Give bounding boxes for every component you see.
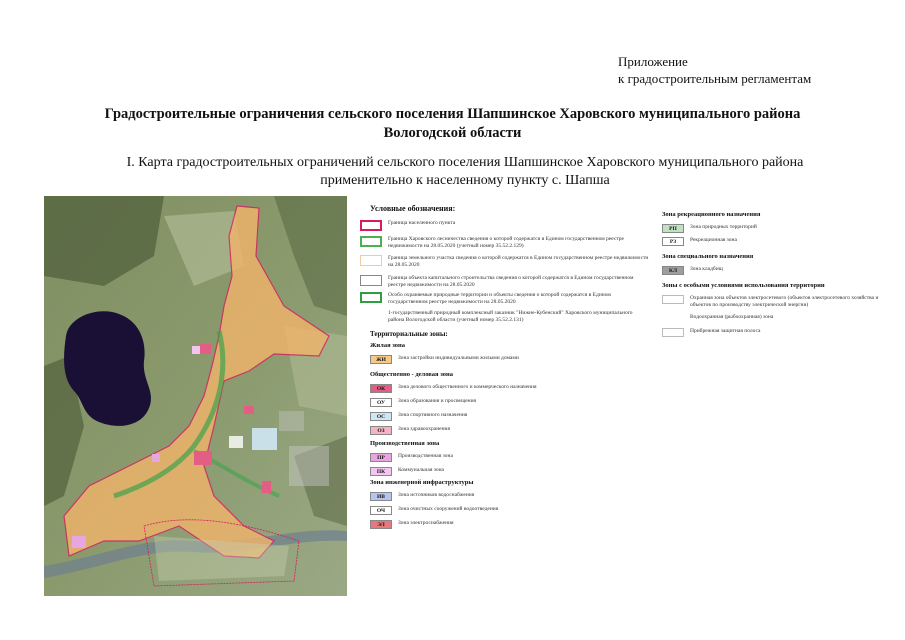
- legend-text: Граница объекта капитального строительства сведения о которой содержатся в Едином государственном реестре недвижимости на 28.05.2020: [388, 275, 634, 288]
- zone-swatch: КЛ: [662, 266, 684, 275]
- appendix-line-1: Приложение: [618, 54, 688, 69]
- business-zone: [199, 344, 211, 354]
- subtitle-line-1: I. Карта градостроительных ограничений сельского поселения Шапшинское Харовского муниципального района: [126, 155, 804, 170]
- legend-text: Зона электроснабжения: [398, 520, 454, 526]
- legend-item: [360, 220, 650, 231]
- business-zone: [262, 481, 271, 493]
- legend-text: Зона очистных сооружений водоотведения: [398, 506, 499, 512]
- title-line-1: Градостроительные ограничения сельского поселения Шапшинское Харовского муниципального района: [104, 106, 801, 122]
- zone-swatch: ЖИ: [370, 355, 392, 364]
- utility-zone: [192, 346, 200, 354]
- zone-swatch: [662, 328, 684, 337]
- legend-text: Граница населенного пункта: [388, 220, 456, 226]
- zone-swatch: ОЗ: [370, 426, 392, 435]
- legend-item: [360, 292, 650, 305]
- legend-item: [370, 453, 640, 462]
- zone-swatch: ПР: [370, 453, 392, 462]
- legend-text: Производственная зона: [398, 453, 453, 459]
- legend-text: Зона природных территорий: [690, 224, 757, 230]
- legend-item: [662, 328, 892, 337]
- subtitle-line-2: применительно к населенному пункту с. Шапша: [320, 173, 610, 188]
- boundary-swatch: [360, 220, 382, 231]
- legend-item: [370, 492, 640, 501]
- legend-text: Рекреационная зона: [690, 237, 737, 243]
- buildings: [279, 411, 304, 431]
- business-zone: [244, 406, 254, 414]
- legend-text: Охранная зона объектов электросетевого (объектов электросетевого хозяйства и объектов по производству электрической энергии): [690, 295, 879, 308]
- legend-item: [360, 236, 650, 249]
- sport-zone: [252, 428, 277, 450]
- legend-item: [388, 310, 650, 323]
- zone-swatch: ОЧ: [370, 506, 392, 515]
- boundary-swatch: [360, 275, 382, 286]
- legend-text: Коммунальная зона: [398, 467, 445, 473]
- legend-item: [370, 412, 640, 421]
- legend-title: Условные обозначения:: [370, 204, 456, 213]
- zone-swatch: РЗ: [662, 237, 684, 246]
- legend-item: [662, 295, 892, 308]
- business-zone: [194, 451, 212, 465]
- satellite-map: [44, 196, 347, 596]
- legend-text: Зона образования и просвещения: [398, 398, 477, 404]
- zone-swatch: ОС: [370, 412, 392, 421]
- legend-text: Особо охраняемые природные территории и объекты сведения о которой содержатся в Едином государственном реестре недвижимости на 28.05.2020: [388, 292, 611, 305]
- boundary-swatch: [360, 255, 382, 266]
- zone-swatch: ОУ: [370, 398, 392, 407]
- legend-text: Зона делового общественного и коммерческого назначения: [398, 384, 537, 390]
- group-title: Производственная зона: [370, 440, 440, 447]
- zone-swatch: РП: [662, 224, 684, 233]
- legend-text: Зона спортивного назначения: [398, 412, 468, 418]
- title-line-2: Вологодской области: [383, 125, 522, 141]
- territorial-title: Территориальные зоны:: [370, 330, 448, 338]
- legend-text: Граница Харовского лесничества сведения о которой содержатся в Едином государственном реестре недвижимости на 28.05.2020 (учетный номер 35.52.2.129): [388, 236, 624, 249]
- group-title: Зона специального назначения: [662, 253, 754, 260]
- legend-text: 1-государственный природный комплексный заказник "Нижне-Кубенский" Харовского муниципального района Вологодской области (учетный номер 35.52.2.131): [388, 310, 633, 323]
- group-title: Жилая зона: [370, 342, 406, 349]
- legend-item: [370, 426, 640, 435]
- legend-text: Зона застройки индивидуальными жилыми домами: [398, 355, 519, 361]
- legend-item: [370, 355, 640, 364]
- map-subtitle: [95, 154, 835, 190]
- appendix-note: [618, 53, 811, 87]
- legend-item: [360, 255, 650, 268]
- special-zones-title: Зоны с особыми условиями использования территории: [662, 282, 825, 289]
- zone-swatch: ИВ: [370, 492, 392, 501]
- legend-item: [370, 520, 640, 529]
- legend-item: [370, 384, 640, 393]
- group-title: Зона инженерной инфраструктуры: [370, 479, 474, 486]
- map-legend: [360, 205, 900, 605]
- industrial-zone: [72, 536, 86, 548]
- zone-swatch: ОК: [370, 384, 392, 393]
- boundary-swatch: [360, 236, 382, 247]
- legend-item: [370, 506, 640, 515]
- group-title: Общественно - деловая зона: [370, 371, 454, 378]
- legend-text: Зона источников водоснабжения: [398, 492, 475, 498]
- school-zone: [229, 436, 243, 448]
- legend-text: Зона здравоохранения: [398, 426, 450, 432]
- legend-item: [370, 398, 640, 407]
- legend-item: [360, 275, 650, 288]
- legend-text: Зона кладбищ: [690, 266, 723, 272]
- legend-item: [370, 467, 640, 476]
- page-title: [70, 105, 835, 143]
- boundary-swatch: [360, 292, 382, 303]
- legend-item: [662, 224, 882, 233]
- industrial-zone: [152, 454, 160, 462]
- legend-item: [662, 266, 882, 275]
- legend-text: Водоохранная (рыбоохранная) зона: [690, 314, 774, 320]
- appendix-line-2: к градостроительным регламентам: [618, 71, 812, 86]
- legend-item: [662, 237, 882, 246]
- buildings: [289, 446, 329, 486]
- legend-text: Граница земельного участка сведения о которой содержатся в Едином государственном реестре недвижимости на 28.05.2020: [388, 255, 649, 268]
- legend-text: Прибрежная защитная полоса: [690, 328, 761, 334]
- zone-swatch: ЭЛ: [370, 520, 392, 529]
- group-title: Зона рекреационного назначения: [662, 211, 761, 218]
- legend-item: [690, 314, 890, 321]
- zone-swatch: [662, 295, 684, 304]
- zone-swatch: ПК: [370, 467, 392, 476]
